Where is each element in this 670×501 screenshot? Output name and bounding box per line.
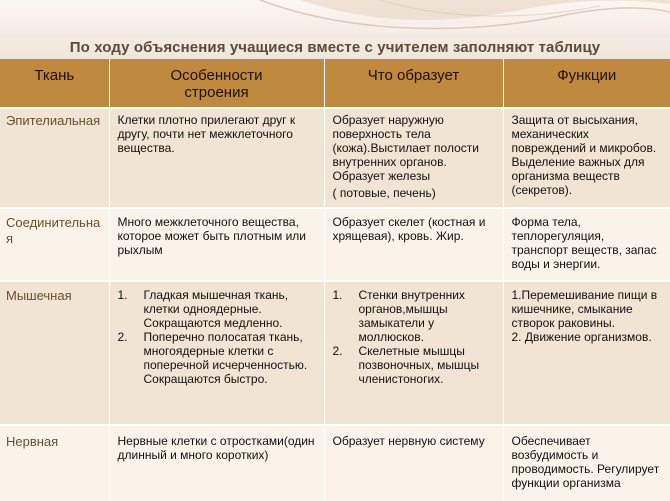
list-item-text: Сокращаются быстро. [143,372,268,386]
functions-cell [503,281,670,425]
list-item-text: Поперечно полосатая ткань, многоядерные клетки с поперечной исчерченностью. [143,330,308,372]
list-item [118,330,318,386]
header-forms: Что образует [324,59,503,108]
tissue-name: Нервная [0,425,109,501]
tissue-name: Мышечная [0,281,109,425]
functions-cell: Обеспечивает возбудимость и проводимость. Регулирует функции организма [503,425,670,501]
structure-list [118,288,318,386]
list-item-text: Стенки внутренних органов,мышцы замыкатели у моллюсков. [358,288,465,344]
table-row-connective [0,208,670,281]
tissue-name: Эпителиальная [0,108,109,208]
structure-cell [109,281,324,425]
list-number: 2. [332,344,343,358]
list-item-text: Сокращаются медленно. [143,316,283,330]
forms-cell [324,281,503,425]
forms-text: Образует наружную поверхность тела (кожа).Выстилает полости внутренних органов. Образует железы [332,113,479,183]
table-row-nervous [0,425,670,501]
list-item-text: Скелетные мышцы позвоночных, мышцы членистоногих. [358,344,480,386]
functions-item: 1.Перемешивание пищи в кишечнике, смыкание створок раковины. [511,288,658,330]
header-structure: Особенности строения [109,59,324,108]
list-number: 1. [117,288,128,302]
table-header-row [0,59,670,108]
table-row-muscle [0,281,670,425]
structure-cell: Клетки плотно прилегают друг к другу, почти нет межклеточного вещества. [109,108,324,208]
structure-cell: Много межклеточного вещества, которое может быть плотным или рыхлым [109,208,324,281]
list-item-text: Гладкая мышечная ткань, клетки одноядерные. [143,288,289,316]
list-number: 2. [117,330,128,344]
functions-item: 2. Движение организмов. [511,330,652,344]
forms-cell: Образует нервную систему [324,425,503,501]
structure-cell: Нервные клетки с отростками(один длинный и много коротких) [109,425,324,501]
functions-cell: Защита от высыхания, механических повреждений и микробов. Выделение важных для организма веществ (секретов). [503,108,670,208]
forms-cell: Образует скелет (костная и хрящевая), кровь. Жир. [324,208,503,281]
forms-extra-text: ( потовые, печень) [332,186,436,200]
functions-cell: Форма тела, теплорегуляция, транспорт веществ, запас воды и энергии. [503,208,670,281]
list-item [333,344,497,386]
list-item [118,288,318,330]
list-item [333,288,497,344]
list-number: 1. [332,288,343,302]
tissue-name: Соединительная [0,208,109,281]
tissue-table [0,59,670,501]
header-functions: Функции [503,59,670,108]
page-title: По ходу объяснения учащиеся вместе с учителем заполняют таблицу [69,39,601,56]
forms-list [333,288,497,386]
table-row-epithelial [0,108,670,208]
forms-cell [324,108,503,208]
header-tissue: Ткань [0,59,109,108]
